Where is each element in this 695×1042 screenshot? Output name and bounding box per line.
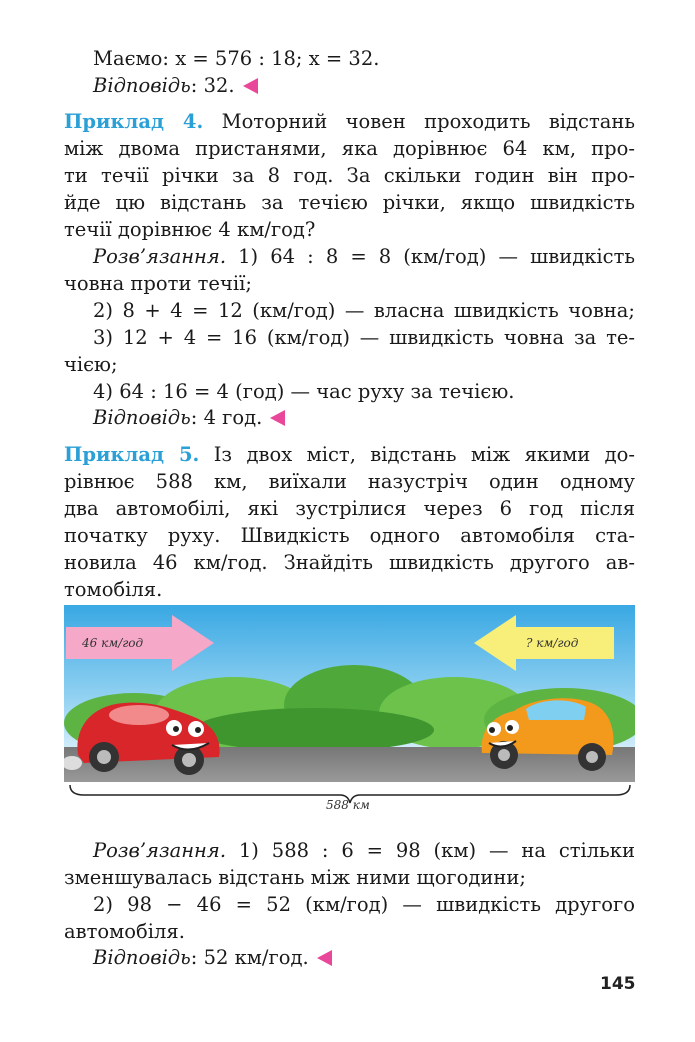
answer-value: : 32.	[190, 74, 235, 97]
example5-solution-1: Розв’язання. 1) 588 : 6 = 98 (км) — на стільки	[93, 839, 635, 862]
solution-label: Розв’язання.	[93, 245, 227, 268]
example5-line-6: томобіля.	[64, 578, 163, 601]
example5-line-3: два автомобілі, які зустрілися через 6 год після	[64, 497, 635, 520]
example5-answer	[93, 944, 635, 971]
cars-illustration	[64, 605, 635, 812]
example5-line-1: Приклад 5. Із двох міст, відстань між якими до-	[64, 443, 635, 466]
distance-label: 588 км	[326, 798, 370, 812]
example4-line-2: між двома пристанями, яка дорівнює 64 км, про-	[64, 137, 635, 160]
example4-line-1: Приклад 4. Моторний човен проходить відстань	[64, 110, 635, 133]
answer-label: Відповідь	[93, 74, 191, 97]
example5-line-2: рівнює 588 км, виїхали назустріч один одному	[64, 470, 635, 493]
answer-value: : 52 км/год.	[190, 946, 309, 969]
example4-solution-1: Розв’язання. 1) 64 : 8 = 8 (км/год) — швидкість	[93, 245, 635, 268]
page-number: 145	[600, 974, 636, 994]
intro-equation: Маємо: x = 576 : 18; x = 32.	[93, 47, 380, 70]
example4-line-4: йде цю відстань за течією річки, якщо швидкість	[64, 191, 635, 214]
example5-line-4: початку руху. Швидкість одного автомобіля ста-	[64, 524, 635, 547]
example4-line-3: ти течії річки за 8 год. За скільки годин він про-	[64, 164, 635, 187]
intro-answer	[93, 72, 635, 99]
end-marker-icon	[317, 950, 332, 966]
answer-label: Відповідь	[93, 406, 191, 429]
example5-solution-2: зменшувалась відстань між ними щогодини;	[64, 866, 526, 889]
end-marker-icon	[270, 410, 285, 426]
left-speed-label: 46 км/год	[82, 636, 144, 650]
example4-solution-4: 3) 12 + 4 = 16 (км/год) — швидкість човна за те-	[93, 326, 635, 349]
example4-solution-2: човна проти течії;	[64, 272, 252, 295]
example5-line-5: новила 46 км/год. Знайдіть швидкість другого ав-	[64, 551, 635, 574]
example5-label: Приклад 5.	[64, 443, 200, 466]
example4-solution-5: чією;	[64, 353, 118, 376]
example4-label: Приклад 4.	[64, 110, 204, 133]
example4-answer	[93, 404, 635, 431]
solution-label: Розв’язання.	[93, 839, 227, 862]
example4-solution-3: 2) 8 + 4 = 12 (км/год) — власна швидкість човна;	[93, 299, 635, 322]
example4-line-5: течії дорівнює 4 км/год?	[64, 218, 316, 241]
answer-label: Відповідь	[93, 946, 191, 969]
example5-solution-4: автомобіля.	[64, 920, 185, 943]
example4-solution-6: 4) 64 : 16 = 4 (год) — час руху за течією.	[93, 380, 515, 403]
end-marker-icon	[243, 78, 258, 94]
example5-solution-3: 2) 98 − 46 = 52 (км/год) — швидкість другого	[93, 893, 635, 916]
right-speed-label: ? км/год	[526, 636, 579, 650]
answer-value: : 4 год.	[190, 406, 263, 429]
